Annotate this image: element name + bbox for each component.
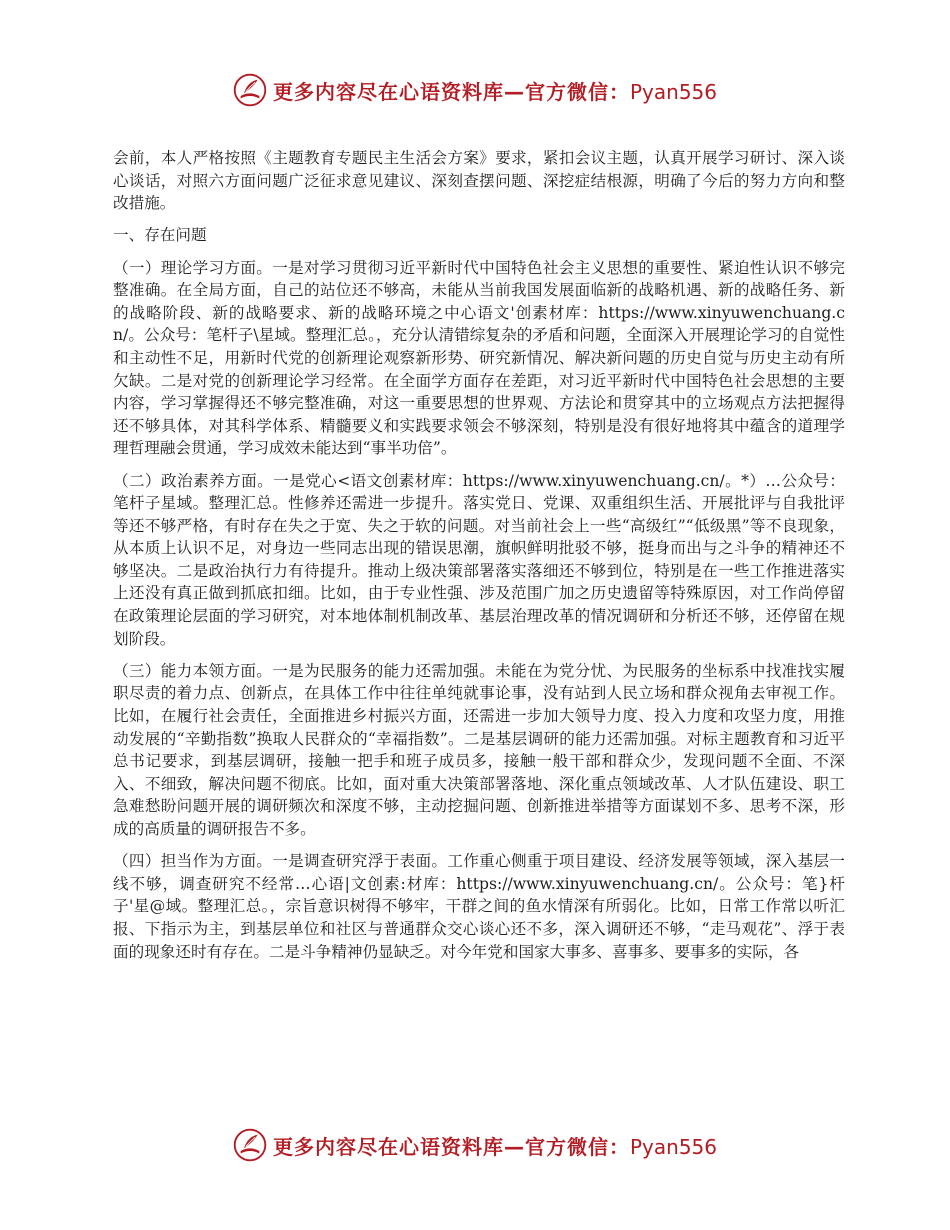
paragraph-responsibility: （四）担当作为方面。一是调查研究浮于表面。工作重心侧重于项目建设、经济发展等领域，深入基层一线不够，调查研究不经常…心语|文创素:材库：https://www.xinyuwenchuang.cn/。公众号：笔}杆子'星@域。整理汇总。，宗旨意识树得不够牢，干群之间的鱼水情深有所弱化。比如，日常工作常以听汇报、下指示为主，到基层单位和社区与普通群众交心谈心还不多，深入调研还不够，“走马观花”、浮于表面的现象还时有存在。二是斗争精神仍显缺乏。对今年党和国家大事多、喜事多、要事多的实际，各 [113,852,845,961]
banner-separator: — [503,79,525,104]
intro-paragraph: 会前，本人严格按照《主题教育专题民主生活会方案》要求，紧扣会议主题，认真开展学习研讨、深入谈心谈话，对照六方面问题广泛征求意见建议、深刻查摆问题、深挖症结根源，明确了今后的努力方向和整改措施。 [113,149,845,213]
paragraph-ability: （三）能力本领方面。一是为民服务的能力还需加强。未能在为党分忧、为民服务的坐标系中找准找实履职尽责的着力点、创新点，在具体工作中往往单纯就事论事，没有站到人民立场和群众视角去审视工作。比如，在履行社会责任，全面推进乡村振兴方面，还需进一步加大领导力度、投入力度和攻坚力度，用推动发展的“辛勤指数”换取人民群众的“幸福指数”。二是基层调研的能力还需加强。对标主题教育和习近平总书记要求，到基层调研，接触一把手和班子成员多，接触一般干部和群众少，发现问题不全面、不深入、不细致，解决问题不彻底。比如，面对重大决策部署落地、深化重点领域改革、人才队伍建设、职工急难愁盼问题开展的调研频次和深度不够，主动挖掘问题、创新推进举措等方面谋划不多、思考不深，形成的高质量的调研报告不多。 [113,661,845,838]
banner-wechat-label: 官方微信： [524,79,630,104]
footer-watermark-banner [0,1125,950,1165]
banner-wechat-id: Pyan556 [629,1134,717,1159]
paragraph-theory-study: （一）理论学习方面。一是对学习贯彻习近平新时代中国特色社会主义思想的重要性、紧迫性认识不够完整准确。在全局方面，自己的站位还不够高，未能从当前我国发展面临新的战略机遇、新的战略任务、新的战略阶段、新的战略要求、新的战略环境之中心语文'创素材库：https://www.xinyuwenchuang.cn/。公众号：笔杆子\星域。整理汇总。，充分认清错综复杂的矛盾和问题，全面深入开展理论学习的自觉性和主动性不足，用新时代党的创新理论观察新形势、研究新情况、解决新问题的历史自觉与历史主动有所欠缺。二是对党的创新理论学习经常。在全面学方面存在差距，对习近平新时代中国特色社会思想的主要内容，学习掌握得还不够完整准确，对这一重要思想的世界观、方法论和贯穿其中的立场观点方法把握得还不够具体，对其科学体系、精髓要义和实践要求领会不够深刻，特别是没有很好地将其中蕴含的道理学理哲理融会贯通，学习成效未能达到“事半功倍”。 [113,258,845,458]
book-leaf-logo-icon [233,1128,267,1162]
banner-text [273,1131,717,1160]
banner-title: 更多内容尽在心语资料库 [272,79,504,104]
paragraph-political-quality: （二）政治素养方面。一是党心<语文创素材库：https://www.xinyuwenchuang.cn/。*）…公众号：笔杆子星域。整理汇总。性修养还需进一步提升。落实党日、党课、双重组织生活、开展批评与自我批评等还不够严格，有时存在失之于宽、失之于软的问题。对当前社会上一些“高级红”“低级黑”等不良现象，从本质上认识不足，对身边一些同志出现的错误思潮，旗帜鲜明批驳不够，挺身而出与之斗争的精神还不够坚决。二是政治执行力有待提升。推动上级决策部署落实落细还不够到位，特别是在一些工作推进落实上还没有真正做到抓底扣细。比如，由于专业性强、涉及范围广加之历史遗留等特殊原因，对工作尚停留在政策理论层面的学习研究，对本地体制机制改革、基层治理改革的情况调研和分析还不够，还停留在规划阶段。 [113,471,845,648]
banner-wechat-id: Pyan556 [629,79,717,104]
banner-text [273,76,717,105]
section-heading: 一、存在问题 [113,226,207,245]
header-watermark-banner [0,70,950,110]
banner-title: 更多内容尽在心语资料库 [272,1134,504,1159]
book-leaf-logo-icon [233,73,267,107]
document-body [113,147,845,973]
banner-wechat-label: 官方微信： [524,1134,630,1159]
banner-separator: — [503,1134,525,1159]
